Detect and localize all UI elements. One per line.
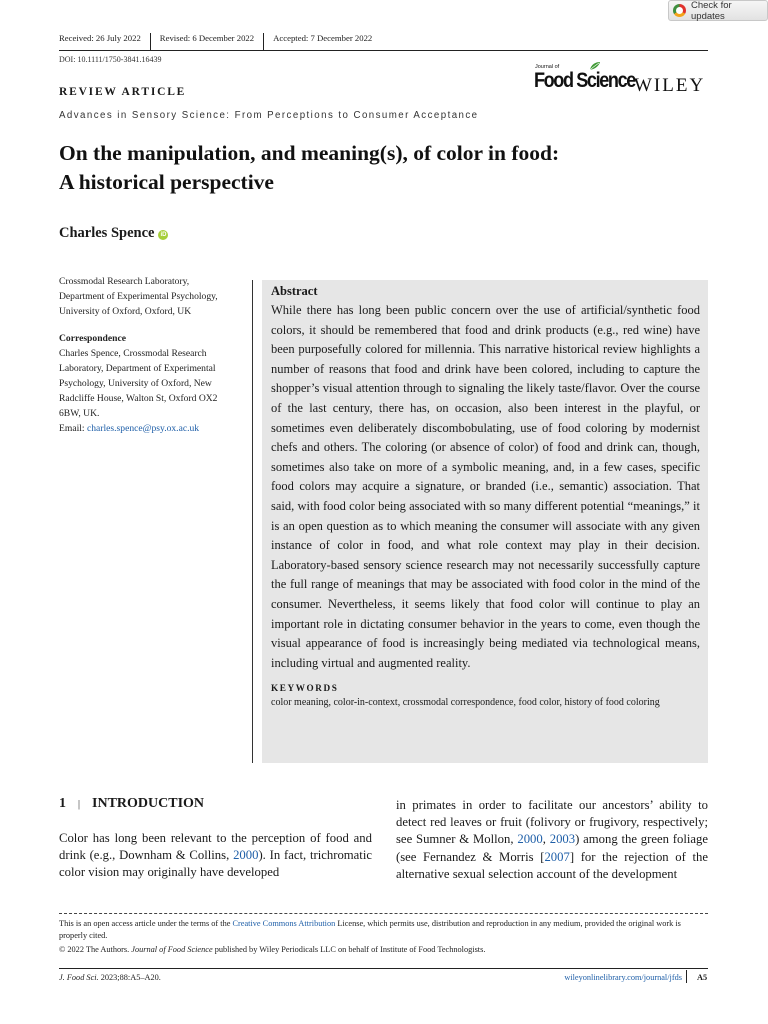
section-heading: [59, 796, 204, 812]
correspondence-line: Charles Spence, Crossmodal Research: [59, 348, 207, 359]
body-column-right: [396, 797, 708, 883]
revised-date: Revised: 6 December 2022: [151, 33, 264, 50]
section-separator: |: [78, 798, 81, 810]
check-for-updates-button[interactable]: [668, 0, 768, 21]
section-number: 1: [59, 796, 66, 811]
journal-logo-name: Food Science: [534, 69, 635, 92]
affiliation: [59, 274, 244, 319]
copyright-journal: Journal of Food Science: [131, 945, 213, 954]
abstract-text: While there has long been public concern over the use of artificial/synthetic food colors, it should be remembered that food and drink products (e.g., red wine) have been purposefully colored for millennia. This narrative historical review highlights a number of reasons that food and drink have been colored, including to capture the shopper’s visual attention through to signaling the likely taste/flavor. Over the course of the last century, there has, on occasion, also been interest in the playful, or sometimes even deliberately discombobulating, use of food coloring by modernist chefs and others. The coloring (or absence of color) of food and drink can, though, sometimes also take on more of a symbolic meaning, and, in a few cases, specific food colors may acquire a signature, or branded (i.e., semantic) association. That said, with food color being associated with so many different potential “meanings,” it is an open question as to which meaning the consumer will associate with any given instance of color in food, and what role context may play in their decision. Laboratory-based sensory science research may not necessarily successfully capture the full range of meanings that may be associated with food color in the mind of the consumer. Nevertheless, it seems likely that food color will continue to play an important role in dictating consumer behavior in the years to come, even though the visual appearance of food is increasingly being mediated via technological means, including virtual and augmented reality.: [271, 303, 700, 670]
received-date: Received: 26 July 2022: [59, 33, 151, 50]
footer-divider: [59, 968, 708, 969]
title-line-1: On the manipulation, and meaning(s), of color in food:: [59, 141, 560, 165]
affiliation-line: University of Oxford, Oxford, UK: [59, 306, 192, 317]
correspondence-line: 6BW, UK.: [59, 408, 100, 419]
keywords-text: color meaning, color-in-context, crossmodal correspondence, food color, history of food coloring: [271, 697, 660, 709]
citation-volume: 2023;88:A5–A20.: [98, 973, 161, 982]
email-link[interactable]: charles.spence@psy.ox.ac.uk: [86, 423, 200, 434]
article-type: REVIEW ARTICLE: [59, 86, 187, 98]
series-title: Advances in Sensory Science: From Perceptions to Consumer Acceptance: [59, 110, 479, 121]
body-column-left: [59, 830, 372, 882]
citation-link[interactable]: 2000: [517, 832, 543, 847]
copyright-text: © 2022 The Authors.: [59, 945, 132, 954]
article-dates: [59, 33, 708, 50]
citation-link[interactable]: 2000: [233, 848, 259, 863]
affiliation-line: Department of Experimental Psychology,: [59, 291, 218, 302]
license-notice: [59, 918, 708, 942]
footer-separator: [686, 970, 687, 983]
body-text: in primates in order to facilitate our ancestors’ ability to detect red leaves or fruit (folivory or frugivory, respectively; see Sumner & Mollon,: [396, 798, 708, 847]
accepted-date: Accepted: 7 December 2022: [273, 33, 373, 43]
title-line-2: A historical perspective: [59, 170, 274, 194]
abstract-heading: Abstract: [271, 284, 318, 298]
license-text: License, which permits use, distribution and reproduction in any medium, provided the original work is properly cited.: [59, 919, 681, 940]
correspondence: [59, 331, 244, 436]
body-text: Color has long been relevant to the perception of food and drink (e.g., Downham & Collins,: [59, 831, 372, 863]
correspondence-heading: Correspondence: [59, 333, 126, 344]
citation-link[interactable]: 2007: [544, 849, 570, 864]
email-row: [59, 421, 244, 436]
keywords-heading: KEYWORDS: [271, 683, 339, 694]
journal-logo-small-text: Journal of: [535, 64, 560, 70]
doi[interactable]: DOI: 10.1111/1750-3841.16439: [59, 55, 162, 64]
author-row: [59, 225, 168, 242]
crossmark-icon: [673, 4, 686, 17]
body-text: ,: [542, 832, 550, 847]
copyright-notice: [59, 945, 708, 954]
column-divider: [252, 280, 253, 763]
author-name[interactable]: Charles Spence: [59, 225, 155, 241]
page-number: A5: [697, 973, 708, 982]
correspondence-line: Psychology, University of Oxford, New: [59, 378, 212, 389]
article-title: [59, 139, 699, 197]
body-text: ) among the green foliage (see Fernandez & Morris [: [396, 832, 709, 864]
orcid-icon[interactable]: iD: [160, 231, 167, 238]
journal-citation: [59, 973, 161, 982]
leaf-icon: [589, 61, 601, 71]
license-link[interactable]: Creative Commons Attribution: [232, 919, 336, 928]
journal-url-link[interactable]: wileyonlinelibrary.com/journal/jfds: [564, 973, 682, 982]
footer-dashed-divider: [59, 913, 708, 914]
publisher-logo: WILEY: [634, 75, 706, 96]
abstract-box: [262, 280, 708, 763]
correspondence-line: Radcliffe House, Walton St, Oxford OX2: [59, 393, 218, 404]
license-text: This is an open access article under the terms of the: [59, 919, 233, 928]
citation-link[interactable]: 2003: [549, 832, 576, 847]
body-text: ] for the rejection of the alternative sexual selection account of the development: [396, 849, 708, 881]
section-title: INTRODUCTION: [92, 796, 205, 811]
copyright-text: published by Wiley Periodicals LLC on behalf of Institute of Food Technologists.: [212, 945, 486, 954]
email-label: Email:: [59, 423, 87, 434]
header-divider: [59, 50, 708, 51]
body-text: ). In fact, trichromatic color vision may originally have developed: [59, 848, 372, 880]
correspondence-line: Laboratory, Department of Experimental: [59, 363, 216, 374]
citation-journal: J. Food Sci.: [59, 973, 99, 982]
affiliation-line: Crossmodal Research Laboratory,: [59, 276, 190, 287]
check-for-updates-label: Check for updates: [691, 0, 732, 22]
